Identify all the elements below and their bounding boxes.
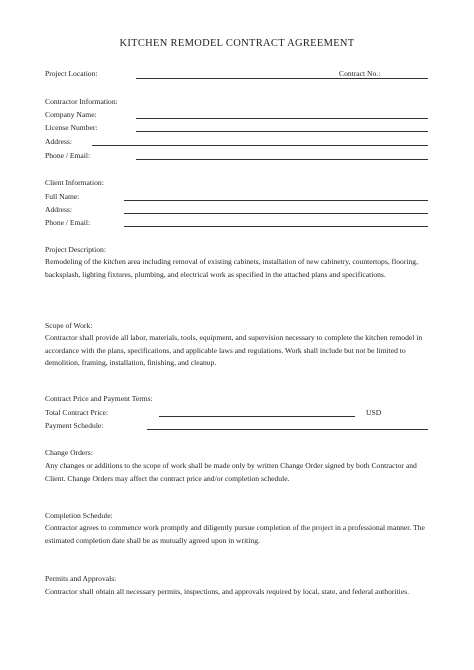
client-name-label: Full Name: <box>45 192 80 201</box>
scope-text: Contractor shall provide all labor, materials, tools, equipment, and supervision necessary to complete the kitchen remodel in accordance with the plans, specifications, and applicable laws and regulations. Work shall include but not be limited to demolition, framing, installation, finishing, and cleanup. <box>45 333 423 367</box>
currency-label: USD <box>366 408 382 417</box>
contractor-phone-label: Phone / Email: <box>45 151 91 160</box>
client-address-label: Address: <box>45 205 72 214</box>
contract-no-label: Contract No.: <box>339 69 381 78</box>
change-orders-text: Any changes or additions to the scope of work shall be made only by written Change Order signed by both Contractor and Client. Change Orders may affect the contract price and/or completion schedule. <box>45 461 417 483</box>
company-name-label: Company Name: <box>45 110 97 119</box>
completion-text: Contractor agrees to commence work promptly and diligently pursue completion of the project in a professional manner. The estimated completion date shall be as mutually agreed upon in writing. <box>45 523 425 545</box>
contractor-heading: Contractor Information: <box>45 97 118 106</box>
contractor-address-line[interactable] <box>92 145 428 146</box>
price-heading: Contract Price and Payment Terms: <box>45 394 153 403</box>
permits-text: Contractor shall obtain all necessary permits, inspections, and approvals required by local, state, and federal authorities. <box>45 587 409 596</box>
project-description-heading: Project Description: <box>45 245 106 254</box>
license-number-label: License Number: <box>45 123 98 132</box>
total-price-label: Total Contract Price: <box>45 408 109 417</box>
client-address-line[interactable] <box>124 213 428 214</box>
payment-schedule-line[interactable] <box>147 429 428 430</box>
client-phone-line[interactable] <box>124 226 428 227</box>
document-title: KITCHEN REMODEL CONTRACT AGREEMENT <box>119 38 355 49</box>
client-name-line[interactable] <box>124 200 428 201</box>
project-location-label: Project Location: <box>45 69 98 78</box>
total-price-line[interactable] <box>159 416 355 417</box>
project-location-line[interactable] <box>136 78 428 79</box>
completion-heading: Completion Schedule: <box>45 511 113 520</box>
company-name-line[interactable] <box>136 118 428 119</box>
license-number-line[interactable] <box>136 131 428 132</box>
permits-heading: Permits and Approvals: <box>45 574 117 583</box>
project-description-text: Remodeling of the kitchen area including removal of existing cabinets, installation of new cabinetry, countertops, flooring, backsplash, lighting fixtures, plumbing, and electrical work as specified in the attached plans and specifications. <box>45 257 418 279</box>
contractor-address-label: Address: <box>45 137 72 146</box>
change-orders-heading: Change Orders: <box>45 448 93 457</box>
client-heading: Client Information: <box>45 178 104 187</box>
contractor-phone-line[interactable] <box>136 159 428 160</box>
payment-schedule-label: Payment Schedule: <box>45 421 104 430</box>
client-phone-label: Phone / Email: <box>45 218 91 227</box>
scope-heading: Scope of Work: <box>45 321 93 330</box>
